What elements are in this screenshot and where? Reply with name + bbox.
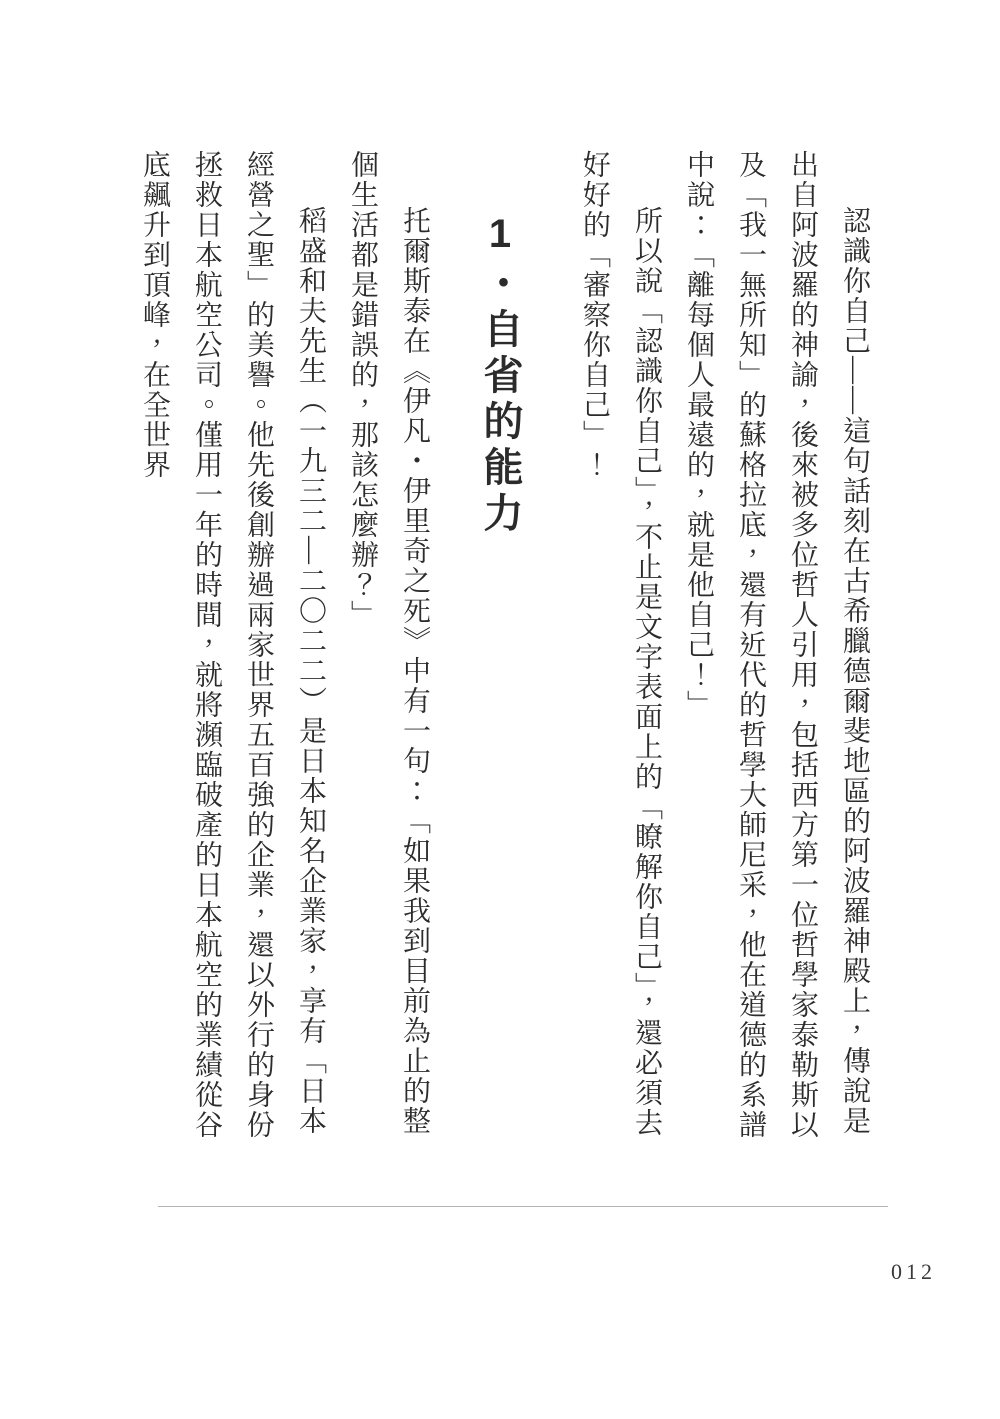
paragraph-know-thyself: 認識你自己——這句話刻在古希臘德爾斐地區的阿波羅神殿上，傳說是出自阿波羅的神諭，後來被多位哲人引用，包括西方第一位哲學家泰勒斯以及「我一無所知」的蘇格拉底，還有近代的哲學大師尼采，他在道德的系譜中說：「離每個人最遠的，就是他自己！」 [683, 150, 870, 1140]
vertical-text-block [140, 150, 880, 1155]
paragraph-inamori-kazuo: 稻盛和夫先生（一九三二—二〇二二）是日本知名企業家，享有「日本經營之聖」的美譽。他先後創辦過兩家世界五百強的企業，還以外行的身份拯救日本航空公司。僅用一年的時間，就將瀕臨破產的日本航空的業績從谷底飆升到頂峰，在全世界 [139, 150, 326, 1140]
paragraph-tolstoy-quote: 托爾斯泰在《伊凡・伊里奇之死》中有一句：「如果我到目前為止的整個生活都是錯誤的，那該怎麼辦？」 [347, 150, 430, 1136]
paragraph-examine-thyself: 所以說「認識你自己」，不止是文字表面上的「瞭解你自己」，還必須去好好的「審察你自己」！ [579, 150, 662, 1138]
page-number: 012 [891, 1259, 936, 1284]
footer-divider [158, 1206, 888, 1207]
section-heading: 1・自省的能力 [478, 212, 522, 538]
